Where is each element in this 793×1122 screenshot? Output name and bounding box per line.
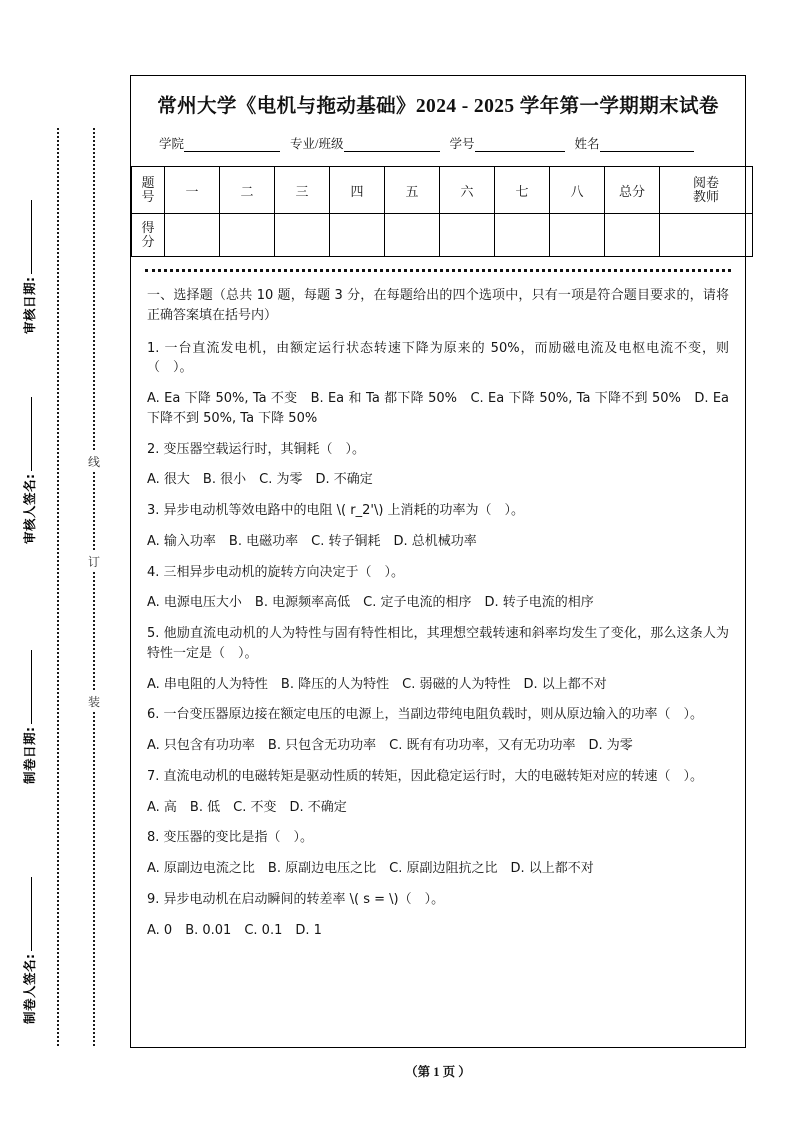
score-table-q2: 二: [220, 167, 275, 214]
score-table-q8: 八: [550, 167, 605, 214]
score-table-q5: 五: [385, 167, 440, 214]
question-block-1: [147, 339, 729, 429]
binding-dotted-rule-outer: [57, 128, 59, 1046]
score-table-row-label-score: [132, 214, 165, 257]
question-options-9[interactable]: A. 0 B. 0.01 C. 0.1 D. 1: [147, 922, 322, 938]
student-id-label: 学号: [449, 137, 475, 151]
score-table-score-row: [132, 214, 753, 257]
question-stem-1: 1. 一台直流发电机，由额定运行状态转速下降为原来的 50%，而励磁电流及电枢电流不变，则（ ）。: [147, 340, 729, 376]
question-options-2[interactable]: A. 很大 B. 很小 C. 为零 D. 不确定: [147, 472, 373, 488]
margin-label-reviewer-signature-text: 审核人签名:: [22, 473, 37, 544]
question-block-8: [147, 828, 729, 879]
score-cell-q8[interactable]: [550, 214, 605, 257]
question-stem-5: 5. 他励直流电动机的人为特性与固有特性相比，其理想空载转速和斜率均发生了变化，那么这条人为特性一定是（ ）。: [147, 626, 729, 661]
score-cell-q6[interactable]: [440, 214, 495, 257]
question-body: [147, 286, 729, 940]
question-stem-7: 7. 直流电动机的电磁转矩是驱动性质的转矩，因此稳定运行时，大的电磁转矩对应的转速（ ）。: [147, 768, 704, 784]
seal-char-ding: 订: [86, 552, 102, 572]
score-label-score-line2: 分: [141, 234, 155, 249]
name-input-blank[interactable]: [600, 138, 694, 152]
section-separator: [145, 269, 731, 272]
margin-label-paper-date-blank: [31, 651, 32, 725]
question-block-2: [147, 440, 729, 491]
seal-char-zhuang: 装: [86, 692, 102, 712]
score-label-question-line2: 号: [141, 189, 155, 204]
question-options-6[interactable]: A. 只包含有功功率 B. 只包含无功功率 C. 既有有功功率，又有无功功率 D. 为零: [147, 738, 633, 753]
score-table: [131, 166, 753, 257]
score-table-row-label-question: [132, 167, 165, 214]
major-field[interactable]: [290, 134, 439, 152]
page-footer: （第 1 页 ）: [405, 1065, 471, 1079]
score-table-q1: 一: [165, 167, 220, 214]
question-options-7[interactable]: A. 高 B. 低 C. 不变 D. 不确定: [147, 799, 347, 815]
score-table-header-row: [132, 167, 753, 214]
question-options-3[interactable]: A. 输入功率 B. 电磁功率 C. 转子铜耗 D. 总机械功率: [147, 533, 477, 549]
margin-label-paper-date: [20, 614, 38, 784]
question-block-7: [147, 767, 729, 818]
question-block-4: [147, 563, 729, 614]
score-cell-q4[interactable]: [330, 214, 385, 257]
question-options-8[interactable]: A. 原副边电流之比 B. 原副边电压之比 C. 原副边阻抗之比 D. 以上都不对: [147, 861, 594, 876]
score-table-total-label: 总分: [605, 167, 660, 214]
score-cell-q1[interactable]: [165, 214, 220, 257]
score-table-q3: 三: [275, 167, 330, 214]
question-block-9: [147, 890, 729, 941]
question-stem-8: 8. 变压器的变比是指（ ）。: [147, 830, 314, 846]
score-cell-teacher[interactable]: [660, 214, 753, 257]
college-field[interactable]: [159, 134, 280, 152]
exam-paper-frame: [130, 75, 746, 1048]
question-options-1[interactable]: A. Ea 下降 50%, Ta 不变 B. Ea 和 Ta 都下降 50% C. Ea 下降 50%, Ta 下降不到 50% D. Ea 下降不到 50%, Ta 下降 50%: [147, 391, 729, 426]
margin-label-reviewer-signature-blank: [31, 398, 32, 472]
question-stem-3: 3. 异步电动机等效电路中的电阻 \( r_2'\) 上消耗的功率为（ ）。: [147, 503, 525, 518]
score-label-question-line1: 题: [141, 175, 155, 191]
score-cell-q3[interactable]: [275, 214, 330, 257]
score-table-q7: 七: [495, 167, 550, 214]
student-id-input-blank[interactable]: [475, 138, 565, 152]
major-label: 专业/班级: [290, 137, 344, 151]
margin-label-review-date-text: 审核日期:: [22, 276, 37, 334]
college-input-blank[interactable]: [184, 138, 280, 152]
margin-label-review-date: [20, 164, 38, 334]
question-options-5[interactable]: A. 串电阻的人为特性 B. 降压的人为特性 C. 弱磁的人为特性 D. 以上都不对: [147, 676, 607, 692]
question-stem-4: 4. 三相异步电动机的旋转方向决定于（ ）。: [147, 564, 405, 580]
score-table-q6: 六: [440, 167, 495, 214]
question-block-3: [147, 501, 729, 552]
question-stem-9: 9. 异步电动机在启动瞬间的转差率 \( s = \)（ ）。: [147, 891, 445, 907]
student-info-row: [159, 134, 727, 152]
score-cell-q2[interactable]: [220, 214, 275, 257]
question-block-5: [147, 624, 729, 694]
name-field[interactable]: [575, 134, 694, 152]
margin-label-review-date-blank: [31, 201, 32, 275]
score-table-q4: 四: [330, 167, 385, 214]
seal-char-xian: 线: [86, 452, 102, 472]
college-label: 学院: [159, 137, 185, 151]
binding-dotted-rule-inner: [93, 128, 95, 1046]
question-block-6: [147, 705, 729, 756]
teacher-label-line1: 阅卷: [692, 175, 719, 191]
major-input-blank[interactable]: [344, 138, 440, 152]
question-stem-2: 2. 变压器空载运行时，其铜耗（ ）。: [147, 441, 366, 457]
margin-label-author-signature: [20, 854, 38, 1024]
margin-label-author-signature-blank: [31, 878, 32, 952]
margin-label-reviewer-signature: [20, 374, 38, 544]
question-options-4[interactable]: A. 电源电压大小 B. 电源频率高低 C. 定子电流的相序 D. 转子电流的相序: [147, 595, 594, 611]
name-label: 姓名: [574, 137, 600, 151]
margin-label-paper-date-text: 制卷日期:: [22, 726, 37, 784]
score-label-score-line1: 得: [141, 220, 155, 236]
page-title: 常州大学《电机与拖动基础》2024 - 2025 学年第一学期期末试卷: [157, 96, 719, 117]
margin-label-author-signature-text: 制卷人签名:: [22, 953, 37, 1024]
teacher-label-line2: 教师: [692, 189, 719, 204]
score-cell-total[interactable]: [605, 214, 660, 257]
score-table-teacher-label: [660, 167, 753, 214]
binding-margin: [0, 0, 130, 1122]
section-heading: 一、选择题（总共 10 题，每题 3 分，在每题给出的四个选项中，只有一项是符合题目要求的，请将正确答案填在括号内）: [147, 288, 729, 323]
score-cell-q7[interactable]: [495, 214, 550, 257]
student-id-field[interactable]: [450, 134, 565, 152]
question-stem-6: 6. 一台变压器原边接在额定电压的电源上，当副边带纯电阻负载时，则从原边输入的功率（ ）。: [147, 707, 704, 723]
score-cell-q5[interactable]: [385, 214, 440, 257]
